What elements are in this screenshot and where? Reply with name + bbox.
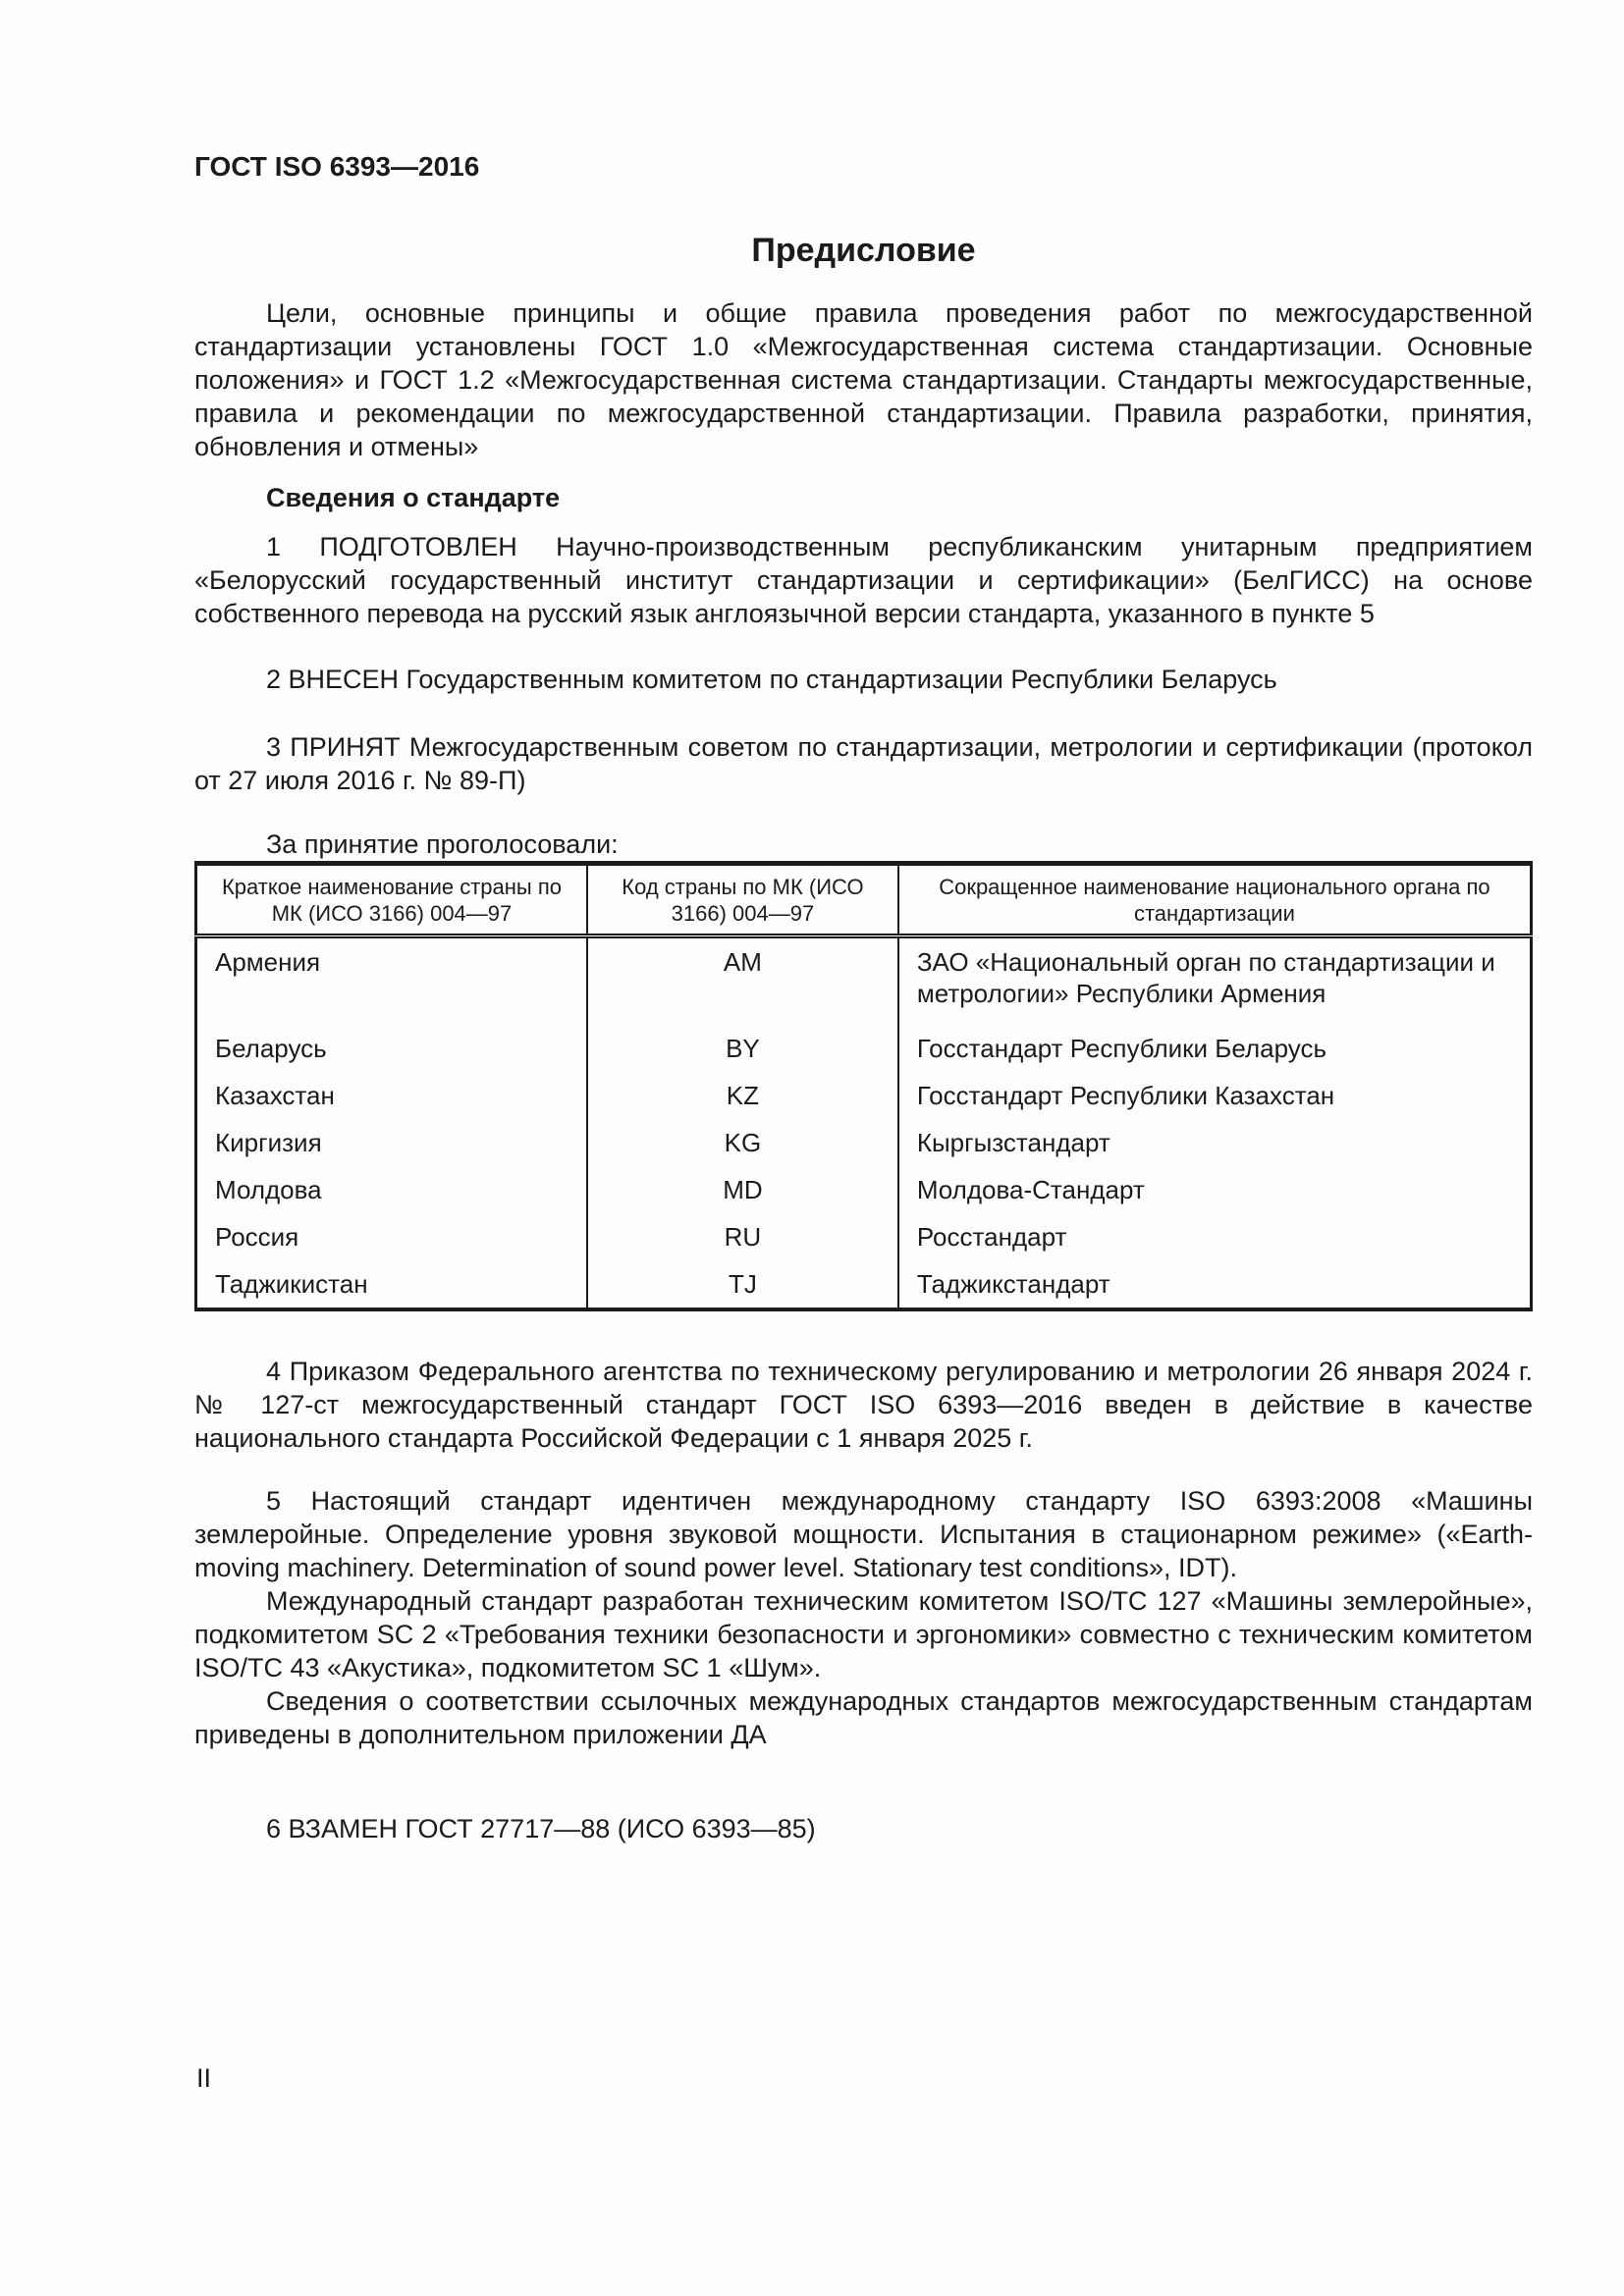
column-header-code: Код страны по МК (ИСО 3166) 004—97 xyxy=(587,864,898,936)
page-number: II xyxy=(196,2063,212,2093)
org-cell: Госстандарт Республики Казахстан xyxy=(898,1072,1532,1119)
page-title: Предисловие xyxy=(751,232,976,269)
code-cell: KG xyxy=(587,1119,898,1166)
column-header-country: Краткое наименование страны по МК (ИСО 3166) 004—97 xyxy=(196,864,587,936)
document-code: ГОСТ ISO 6393—2016 xyxy=(194,151,480,182)
org-cell: Росстандарт xyxy=(898,1213,1532,1260)
info-item-prepared: 1 ПОДГОТОВЛЕН Научно-производственным республиканским унитарным предприятием «Белорусский государственный институт стандартизации и сертификации» (БелГИСС) на основе собственного перевода на русский язык англоязычной версии стандарта, указанного в пункте 5 xyxy=(194,532,1533,628)
vote-intro-line: За принятие проголосовали: xyxy=(266,829,619,859)
table-header-row xyxy=(196,864,1532,936)
country-cell: Россия xyxy=(215,1222,299,1252)
code-cell: TJ xyxy=(587,1260,898,1309)
page-content xyxy=(194,0,1533,1845)
code-cell: AM xyxy=(587,936,898,1026)
annex-reference-paragraph: Сведения о соответствии ссылочных международных стандартов межгосударственным стандартам приведены в дополнительном приложении ДА xyxy=(194,1686,1533,1749)
table-row xyxy=(196,1119,1532,1166)
country-cell: Армения xyxy=(215,947,321,977)
org-cell: ЗАО «Национальный орган по стандартизации и метрологии» Республики Армения xyxy=(898,936,1532,1026)
org-cell: Молдова-Стандарт xyxy=(898,1166,1532,1213)
country-cell: Беларусь xyxy=(215,1034,327,1063)
standard-info-heading: Сведения о стандарте xyxy=(266,483,561,512)
org-cell: Таджикстандарт xyxy=(898,1260,1532,1309)
country-cell: Казахстан xyxy=(215,1081,335,1110)
country-cell: Киргизия xyxy=(215,1128,322,1157)
info-item-adopted: 3 ПРИНЯТ Межгосударственным советом по стандартизации, метрологии и сертификации (протокол от 27 июля 2016 г. № 89-П) xyxy=(194,732,1533,795)
foreword-intro-paragraph: Цели, основные принципы и общие правила проведения работ по межгосударственной стандартизации установлены ГОСТ 1.0 «Межгосударственная система стандартизации. Основные положения» и ГОСТ 1.2 «Межгосударственная система стандартизации. Стандарты межгосударственные, правила и рекомендации по межгосударственной стандартизации. Правила разработки, принятия, обновления и отмены» xyxy=(194,298,1533,461)
code-cell: KZ xyxy=(587,1072,898,1119)
voting-table xyxy=(194,861,1533,1311)
table-row xyxy=(196,1072,1532,1119)
country-cell: Молдова xyxy=(215,1175,322,1204)
info-item-replaces: 6 ВЗАМЕН ГОСТ 27717—88 (ИСО 6393—85) xyxy=(266,1814,816,1843)
info-item-submitted: 2 ВНЕСЕН Государственным комитетом по стандартизации Республики Беларусь xyxy=(266,665,1277,694)
table-row xyxy=(196,1025,1532,1072)
org-cell: Госстандарт Республики Беларусь xyxy=(898,1025,1532,1072)
code-cell: RU xyxy=(587,1213,898,1260)
code-cell: BY xyxy=(587,1025,898,1072)
committee-paragraph: Международный стандарт разработан техническим комитетом ISO/TC 127 «Машины землеройные», подкомитетом SC 2 «Требования техники безопасности и эргономики» совместно с техническим комитетом ISO/TC 43 «Акустика», подкомитетом SC 1 «Шум». xyxy=(194,1586,1533,1682)
identity-paragraph: 5 Настоящий стандарт идентичен международному стандарту ISO 6393:2008 «Машины землеройные. Определение уровня звуковой мощности. Испытания в стационарном режиме» («Earth-moving machinery. Determination of sound power level. Stationary test conditions», IDT). xyxy=(194,1486,1533,1582)
org-cell: Кыргызстандарт xyxy=(898,1119,1532,1166)
table-row xyxy=(196,1213,1532,1260)
country-cell: Таджикистан xyxy=(215,1269,368,1299)
table-row xyxy=(196,936,1532,1026)
table-row xyxy=(196,1260,1532,1309)
info-item-identity xyxy=(194,1484,1533,1751)
table-row xyxy=(196,1166,1532,1213)
column-header-org: Сокращенное наименование национального органа по стандартизации xyxy=(898,864,1532,936)
info-item-order: 4 Приказом Федерального агентства по техническому регулированию и метрологии 26 января 2024 г. № 127-ст межгосударственный стандарт ГОСТ ISO 6393—2016 введен в действие в качестве национального стандарта Российской Федерации с 1 января 2025 г. xyxy=(194,1357,1533,1453)
code-cell: MD xyxy=(587,1166,898,1213)
